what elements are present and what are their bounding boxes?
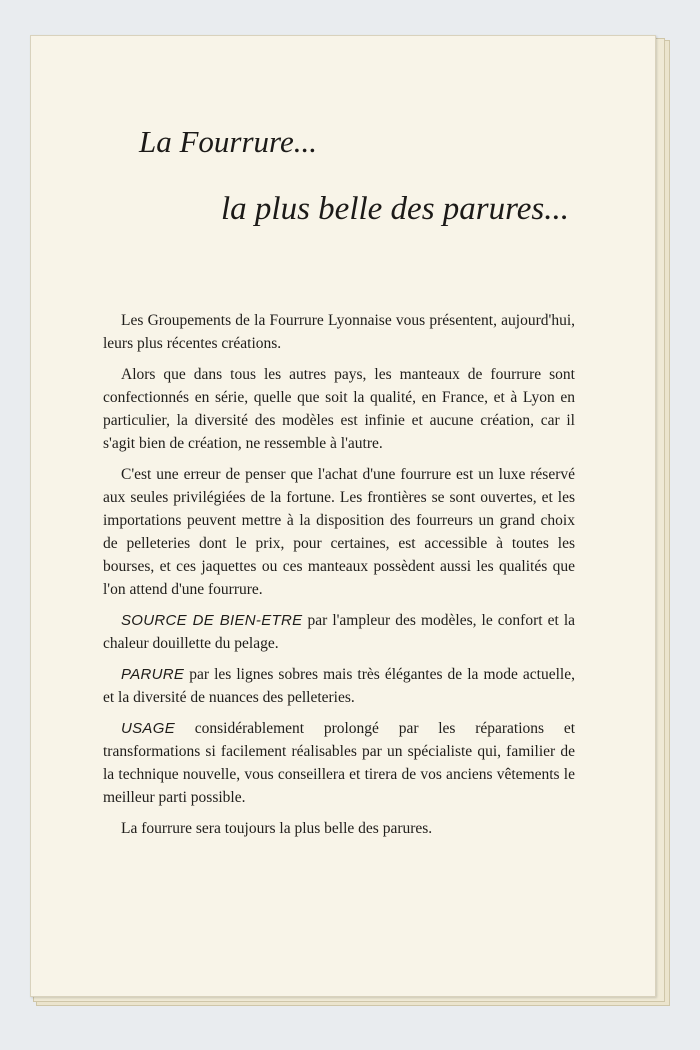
paragraph bbox=[103, 817, 575, 840]
paragraph-lead: USAGE bbox=[121, 720, 176, 737]
paragraph-text: par les lignes sobres mais très élégantes de la mode actuelle, et la diversité de nuances des pelleteries. bbox=[103, 666, 575, 706]
body-text bbox=[103, 309, 575, 848]
paragraph bbox=[103, 717, 575, 809]
paragraph-lead: SOURCE DE BIEN-ETRE bbox=[121, 612, 303, 629]
paragraph bbox=[103, 609, 575, 655]
paragraph bbox=[103, 463, 575, 601]
paragraph-lead: PARURE bbox=[121, 666, 185, 683]
paragraph bbox=[103, 363, 575, 455]
title-line-2: la plus belle des parures... bbox=[221, 191, 569, 227]
paragraph-text: considérablement prolongé par les réparations et transformations si facilement réalisables par un spécialiste qui, familier de la technique nouvelle, vous conseillera et tirera de vos anciens vêtements le meilleur parti possible. bbox=[103, 720, 575, 806]
paragraph-text: Alors que dans tous les autres pays, les manteaux de fourrure sont confectionnés en série, quelle que soit la qualité, en France, et à Lyon en particulier, la diversité des modèles est infinie et aucune création, car il s'agit bien de création, ne ressemble à l'autre. bbox=[103, 366, 575, 452]
paragraph-text: La fourrure sera toujours la plus belle des parures. bbox=[121, 820, 433, 837]
title-line-1: La Fourrure... bbox=[139, 124, 317, 159]
document-page bbox=[30, 35, 656, 997]
paragraph-text: C'est une erreur de penser que l'achat d'une fourrure est un luxe réservé aux seules privilégiées de la fortune. Les frontières se sont ouvertes, et les importations peuvent mettre à la disposition des fourreurs un grand choix de pelleteries dont le prix, pour certaines, est accessible à toutes les bourses, et ces jaquettes ou ces manteaux possèdent aussi les qualités que l'on attend d'une fourrure. bbox=[103, 466, 575, 598]
paragraph bbox=[103, 663, 575, 709]
paragraph-text: Les Groupements de la Fourrure Lyonnaise vous présentent, aujourd'hui, leurs plus récentes créations. bbox=[103, 312, 575, 352]
paragraph bbox=[103, 309, 575, 355]
paragraph-text: par l'ampleur des modèles, le confort et la chaleur douillette du pelage. bbox=[103, 612, 576, 652]
